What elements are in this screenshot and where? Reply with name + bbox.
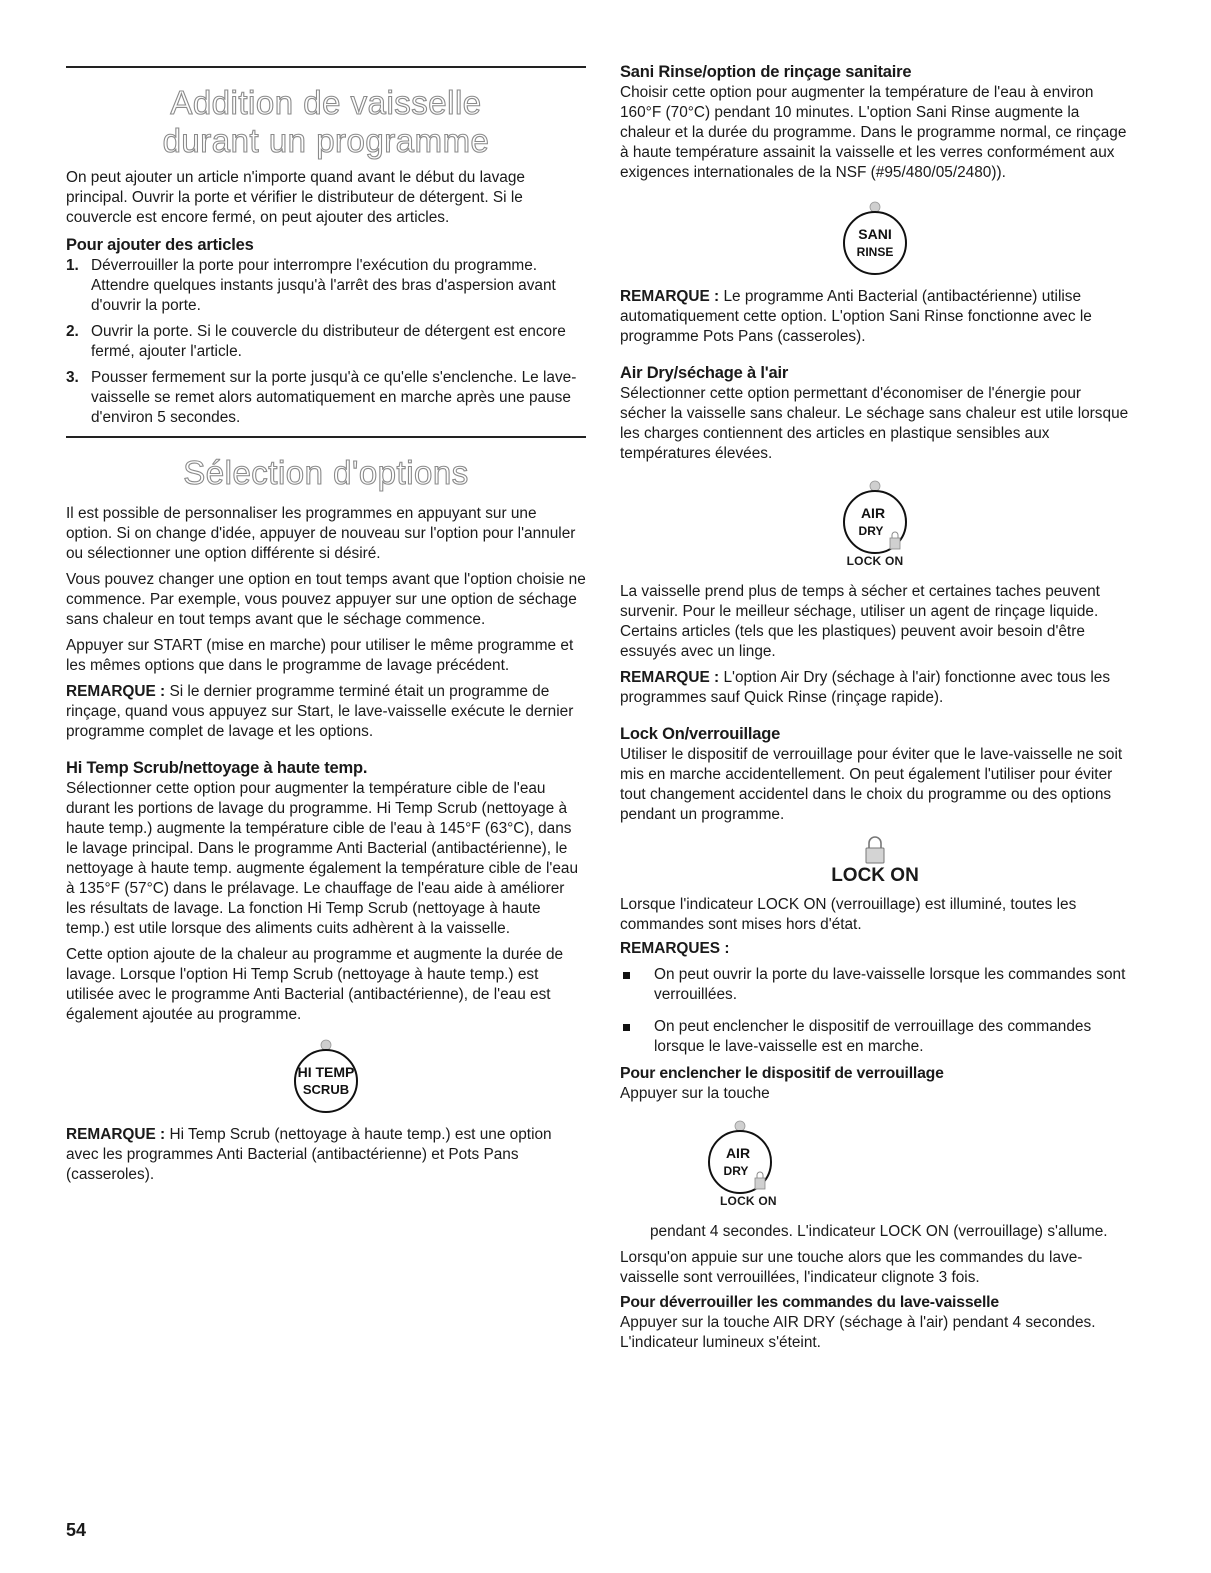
air-dry-heading: Air Dry/séchage à l'air [620, 364, 789, 382]
icon-label-line-2: RINSE [856, 245, 894, 259]
page-number: 54 [66, 1520, 87, 1540]
hitemp-heading: Hi Temp Scrub/nettoyage à haute temp. [66, 759, 368, 777]
engage-air-dry-button-icon [620, 1120, 1130, 1208]
sani-rinse-remark [620, 287, 1130, 347]
lock-on-big-label: LOCK ON [831, 865, 919, 886]
list-item [66, 368, 586, 428]
remark-label: REMARQUE : [620, 288, 720, 305]
subheading-add-articles: Pour ajouter des articles [66, 236, 254, 254]
unlock-heading: Pour déverrouiller les commandes du lave-vaisselle [620, 1294, 999, 1311]
icon-label-line-1: AIR [725, 1145, 751, 1161]
hitemp-scrub-icon [286, 1039, 366, 1115]
step-number: 3. [66, 369, 79, 386]
step-text: Pousser fermement sur la porte jusqu'à ce qu'elle s'enclenche. Le lave-vaisselle se remet alors automatiquement en marche après une pause d'environ 5 secondes. [91, 369, 577, 426]
air-dry-paragraph: Sélectionner cette option permettant d'économiser de l'énergie pour sécher la vaisselle sans chaleur. Le séchage sans chaleur est utile lorsque les charges contiennent des articles en plastique sensibles aux températures élevées. [620, 385, 1129, 462]
lock-on-paragraph: Utiliser le dispositif de verrouillage pour éviter que le lave-vaisselle ne soit mis en marche accidentellement. On peut également l'utiliser pour éviter tout changement accidentel dans le choix du programme ou des options pendant un programme. [620, 746, 1123, 823]
bullet-icon [623, 1024, 630, 1031]
engage-lock-paragraph: Appuyer sur la touche [620, 1085, 770, 1102]
icon-label-line-1: AIR [860, 505, 886, 521]
options-paragraph-1: Il est possible de personnaliser les programmes en appuyant sur une option. Si on change d'idée, appuyer de nouveau sur l'option pour l'annuler ou sélectionner une option différente si désiré. [66, 505, 576, 562]
engage-lock-heading: Pour enclencher le dispositif de verrouillage [620, 1065, 944, 1082]
engage-lock-paragraph-3: Lorsqu'on appuie sur une touche alors que les commandes du lave-vaisselle sont verrouillées, l'indicateur clignote 3 fois. [620, 1249, 1083, 1286]
air-dry-icon [700, 1120, 780, 1196]
list-item [66, 256, 586, 316]
icon-label-line-1: SANI [858, 226, 892, 242]
icon-label-line-2: DRY [723, 1164, 749, 1178]
step-text: Ouvrir la porte. Si le couvercle du distributeur de détergent est encore fermé, ajouter l'article. [91, 323, 566, 360]
remarques-label: REMARQUES : [620, 940, 730, 957]
options-paragraph-3: Appuyer sur START (mise en marche) pour utiliser le même programme et les mêmes options que dans le programme de lavage précédent. [66, 637, 574, 674]
lock-on-indicator [620, 835, 1130, 887]
engage-lock-paragraph-2: pendant 4 secondes. L'indicateur LOCK ON (verrouillage) s'allume. [650, 1223, 1108, 1240]
section-title-addition [66, 84, 586, 160]
lock-on-paragraph-2: Lorsque l'indicateur LOCK ON (verrouillage) est illuminé, toutes les commandes sont mises hors d'état. [620, 896, 1077, 933]
list-item [620, 1017, 1130, 1057]
left-column [66, 0, 586, 1185]
remark-text: Si le dernier programme terminé était un programme de rinçage, quand vous appuyez sur Start, le lave-vaisselle exécute le dernier programme complet de lavage et les options. [66, 683, 574, 740]
lock-icon [864, 835, 886, 865]
options-paragraph-2: Vous pouvez changer une option en tout temps avant que l'option choisie ne commence. Par exemple, vous pouvez appuyer sur une option de séchage sans chaleur en tout temps avant que le séchage commence. [66, 571, 586, 628]
air-dry-button-icon [620, 480, 1130, 568]
step-number: 2. [66, 323, 79, 340]
step-text: Déverrouiller la porte pour interrompre l'exécution du programme. Attendre quelques instants jusqu'à l'arrêt des bras d'aspersion avant d'ouvrir la porte. [91, 257, 556, 314]
title-line-2: durant un programme [162, 122, 490, 159]
sani-rinse-heading: Sani Rinse/option de rinçage sanitaire [620, 63, 912, 81]
remark-text: L'option Air Dry (séchage à l'air) fonctionne avec tous les programmes sauf Quick Rinse (rinçage rapide). [620, 669, 1111, 706]
lock-on-label: LOCK ON [720, 1194, 777, 1208]
hitemp-scrub-button-icon [66, 1039, 586, 1115]
remark-label: REMARQUE : [66, 683, 166, 700]
remark-text: Le programme Anti Bacterial (antibactérienne) utilise automatiquement cette option. L'option Sani Rinse fonctionne avec le programme Pots Pans (casseroles). [620, 288, 1092, 345]
unlock-paragraph: Appuyer sur la touche AIR DRY (séchage à l'air) pendant 4 secondes. L'indicateur lumineux s'éteint. [620, 1314, 1096, 1351]
air-dry-paragraph-2: La vaisselle prend plus de temps à sécher et certaines taches peuvent survenir. Pour le meilleur séchage, utiliser un agent de rinçage liquide. Certains articles (tels que les plastiques) peuvent avoir besoin d'être essuyés avec un linge. [620, 583, 1100, 660]
list-item [66, 322, 586, 362]
intro-paragraph: On peut ajouter un article n'importe quand avant le début du lavage principal. Ouvrir la porte et vérifier le distributeur de détergent. Si le couvercle est encore fermé, on peut ajouter des articles. [66, 169, 525, 226]
icon-label-line-2: SCRUB [302, 1082, 350, 1097]
hitemp-paragraph-1: Sélectionner cette option pour augmenter la température cible de l'eau durant les portions de lavage du programme. Hi Temp Scrub (nettoyage à haute temp.) augmente la température cible de l'eau à 145°F (63°C), dans le lavage principal. Dans le programme Anti Bacterial (antibactérienne), le nettoyage à haute temp. augmente également la température cible de l'eau à 135°F (57°C) dans le prélavage. Le chauffage de l'eau aide à améliorer les résultats de lavage. La fonction Hi Temp Scrub (nettoyage à haute temp.) est utile lorsque des aliments cuits adhèrent à la vaisselle. [66, 780, 579, 937]
air-dry-icon [835, 480, 915, 556]
icon-label-line-2: DRY [858, 524, 884, 538]
right-column [620, 62, 1130, 1353]
bullet-text: On peut ouvrir la porte du lave-vaisselle lorsque les commandes sont verrouillées. [654, 966, 1126, 1003]
sani-rinse-icon [835, 201, 915, 277]
bullet-icon [623, 972, 630, 979]
steps-list [66, 256, 586, 428]
air-dry-remark [620, 668, 1130, 708]
bullet-text: On peut enclencher le dispositif de verrouillage des commandes lorsque le lave-vaisselle est en marche. [654, 1018, 1092, 1055]
sani-rinse-paragraph: Choisir cette option pour augmenter la température de l'eau à environ 160°F (70°C) pendant 10 minutes. L'option Sani Rinse augmente la chaleur et la durée du programme. Dans le programme normal, ce rinçage à haute température assainit la vaisselle et les verres conformément aux exigences internationales de la NSF (#95/480/05/2480)). [620, 84, 1127, 181]
remark-label: REMARQUE : [66, 1126, 166, 1143]
step-number: 1. [66, 257, 79, 274]
remark-text: Hi Temp Scrub (nettoyage à haute temp.) est une option avec les programmes Anti Bacterial (antibactérienne) et Pots Pans (casseroles). [66, 1126, 552, 1183]
title-line-1: Addition de vaisselle [170, 84, 482, 121]
sani-rinse-button-icon [620, 201, 1130, 277]
remarques-list [620, 965, 1130, 1057]
hitemp-paragraph-2: Cette option ajoute de la chaleur au programme et augmente la durée de lavage. Lorsque l'option Hi Temp Scrub (nettoyage à haute temp.) est utilisée avec le programme Anti Bacterial (antibactérienne), de l'eau est également ajoutée au programme. [66, 946, 564, 1023]
list-item [620, 965, 1130, 1005]
remark-label: REMARQUE : [620, 669, 720, 686]
lock-on-label: LOCK ON [846, 554, 904, 568]
lock-on-heading: Lock On/verrouillage [620, 725, 781, 743]
icon-label-line-1: HI TEMP [297, 1064, 355, 1080]
hitemp-remark [66, 1125, 586, 1185]
section-title-options: Sélection d'options [183, 454, 469, 491]
options-remark [66, 682, 586, 742]
